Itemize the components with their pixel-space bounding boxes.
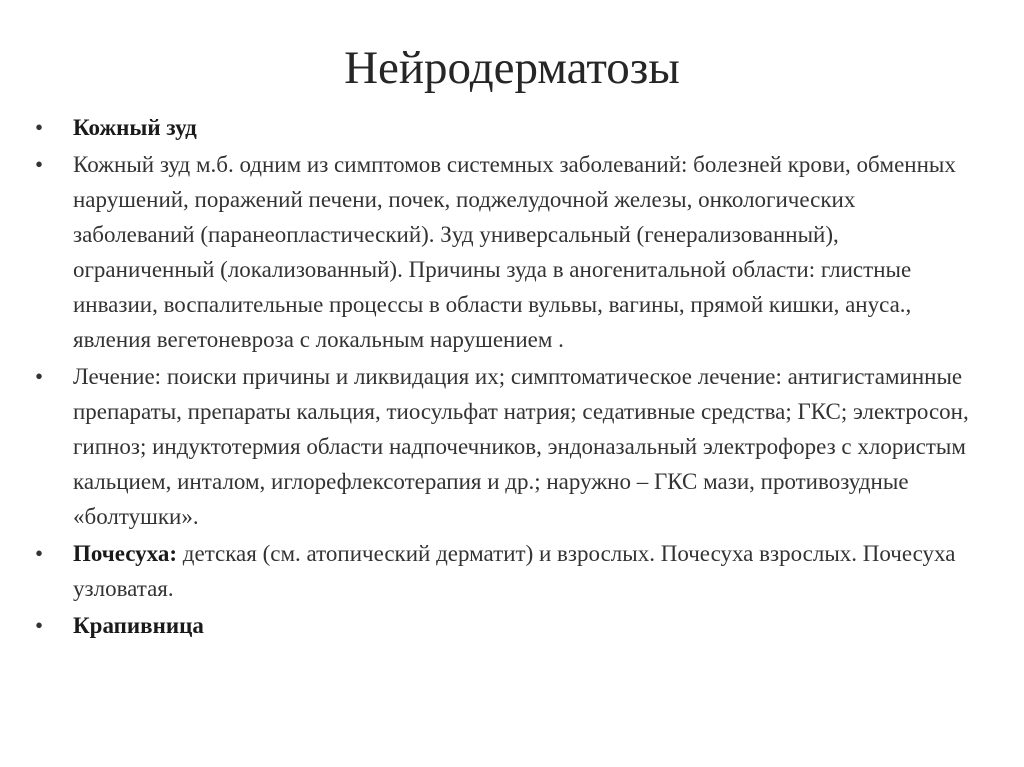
bullet-list [35,110,973,645]
bullet-item [35,536,973,606]
bullet-text: Лечение: поиски причины и ликвидация их; симптоматическое лечение: антигистаминные препараты, препараты кальция, тиосульфат натрия; седативные средства; ГКС; электросон, гипноз; индуктотермия области надпочечников, эндоназальный электрофорез с хлористым кальцием, инталом, иглорефлексотерапия и др.; наружно – ГКС мази, противозудные «болтушки». [73,364,969,529]
bullet-icon: • [35,152,44,177]
bullet-text: детская (см. атопический дерматит) и взрослых. Почесуха взрослых. Почесуха узловатая. [73,541,956,601]
slide-title: Нейродерматозы [344,42,680,94]
bullet-item [35,359,973,534]
bullet-bold-text: Крапивница [73,613,204,638]
bullet-text: Кожный зуд м.б. одним из симптомов системных заболеваний: болезней крови, обменных нарушений, поражений печени, почек, поджелудочной железы, онкологических заболеваний (паранеопластический). Зуд универсальный (генерализованный), ограниченный (локализованный). Причины зуда в аногенитальной области: глистные инвазии, воспалительные процессы в области вульвы, вагины, прямой кишки, ануса., явления вегетоневроза с локальным нарушением . [73,152,956,352]
bullet-icon: • [35,541,44,566]
bullet-item [35,147,973,357]
bullet-bold-text: Кожный зуд [73,115,197,140]
bullet-bold-text: Почесуха: [73,541,178,566]
bullet-icon: • [35,613,44,638]
bullet-icon: • [35,115,44,140]
bullet-item [35,608,973,643]
bullet-item [35,110,973,145]
bullet-icon: • [35,364,44,389]
